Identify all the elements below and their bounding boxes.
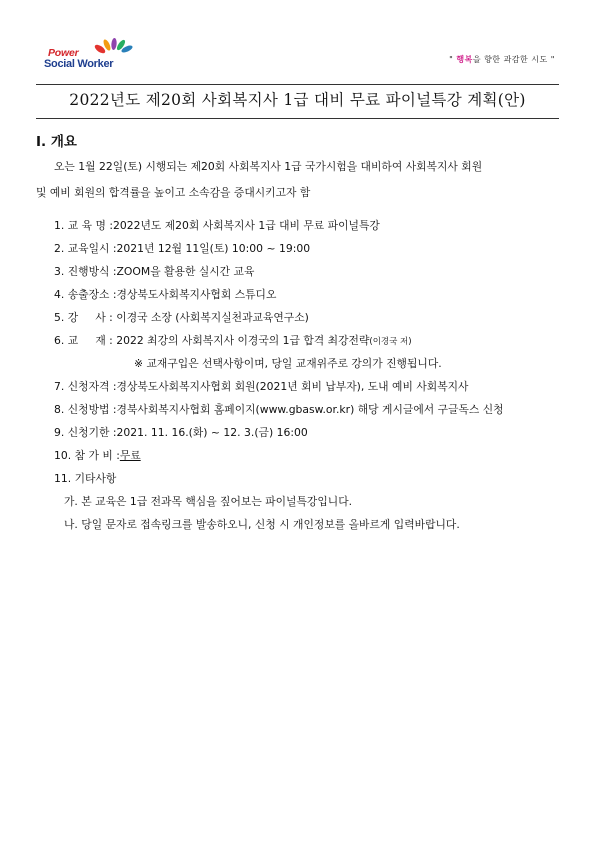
list-item-fee — [54, 446, 141, 466]
list-item-course-date — [54, 239, 310, 259]
textbook-note: ※ 교재구입은 선택사항이며, 당일 교재위주로 강의가 진행됩니다. — [134, 357, 442, 370]
item-value: ZOOM을 활용한 실시간 교육 — [116, 265, 255, 278]
header-slogan — [449, 54, 555, 65]
item-label: 1. 교 육 명 : — [54, 219, 113, 232]
list-item-application-method — [54, 400, 504, 420]
item-label: 7. 신청자격 : — [54, 380, 117, 393]
item-label: 9. 신청기한 : — [54, 426, 117, 439]
item-value: 2022년도 제20회 사회복지사 1급 대비 무료 파이널특강 — [112, 219, 380, 232]
item-value: 경상북도사회복지사협회 스튜디오 — [116, 288, 277, 301]
document-title: 2022년도 제20회 사회복지사 1급 대비 무료 파이널특강 계획(안) — [69, 91, 526, 109]
logo-text-power: Power — [48, 47, 79, 59]
item-label: 11. 기타사항 — [54, 472, 117, 485]
slogan-rest: 을 향한 과감한 시도 " — [472, 55, 555, 64]
item-value: 2022 최강의 사회복지사 이경국의 1급 합격 최강전략 — [116, 334, 370, 347]
list-item-broadcast-location — [54, 285, 276, 305]
intro-line-1: 오는 1월 22일(토) 시행되는 제20회 사회복지사 1급 국가시험을 대비하여 사회복지사 회원 — [54, 160, 483, 173]
item-label: 4. 송출장소 : — [54, 288, 117, 301]
item-label: 3. 진행방식 : — [54, 265, 117, 278]
other-note-2: 나. 당일 문자로 접속링크를 발송하오니, 신청 시 개인정보를 올바르게 입력바랍니다. — [64, 518, 460, 531]
intro-line-2: 및 예비 회원의 합격률을 높이고 소속감을 증대시키고자 함 — [36, 186, 311, 199]
title-top-rule — [36, 84, 559, 85]
power-social-worker-logo — [44, 38, 144, 74]
list-item-eligibility — [54, 377, 469, 397]
item-value: 경상북도사회복지사협회 회원(2021년 회비 납부자), 도내 예비 사회복지사 — [116, 380, 469, 393]
other-note-1: 가. 본 교육은 1급 전과목 핵심을 짚어보는 파이널특강입니다. — [64, 495, 353, 508]
item-label: 10. 참 가 비 : — [54, 449, 120, 462]
intro-paragraph — [36, 154, 559, 206]
item-label: 6. 교 재 : — [54, 334, 117, 347]
list-item-lecturer — [54, 308, 309, 328]
section-heading: Ⅰ. 개요 — [36, 134, 77, 150]
item-value: 경북사회복지사협회 홈페이지(www.gbasw.or.kr) 해당 게시글에서 구글독스 신청 — [116, 403, 504, 416]
logo-petals-icon — [80, 38, 136, 54]
list-item-other-notes — [54, 469, 116, 489]
item-label: 2. 교육일시 : — [54, 242, 117, 255]
logo-text-social-worker: Social Worker — [44, 58, 114, 70]
item-value: 2021. 11. 16.(화) ~ 12. 3.(금) 16:00 — [116, 426, 308, 439]
list-item-textbook — [54, 331, 412, 351]
list-item-application-deadline — [54, 423, 308, 443]
item-value-small: (이경국 저) — [369, 337, 412, 347]
item-label: 8. 신청방법 : — [54, 403, 117, 416]
slogan-prefix: " — [449, 55, 457, 64]
item-value: 2021년 12월 11일(토) 10:00 ~ 19:00 — [116, 242, 311, 255]
item-label: 5. 강 사 : — [54, 311, 117, 324]
list-item-course-method — [54, 262, 254, 282]
item-value: 무료 — [119, 449, 141, 462]
title-bottom-rule — [36, 118, 559, 119]
list-item-course-name — [54, 216, 380, 236]
item-value: 이경국 소장 (사회복지실천과교육연구소) — [116, 311, 309, 324]
slogan-highlight: 행복 — [456, 55, 473, 64]
